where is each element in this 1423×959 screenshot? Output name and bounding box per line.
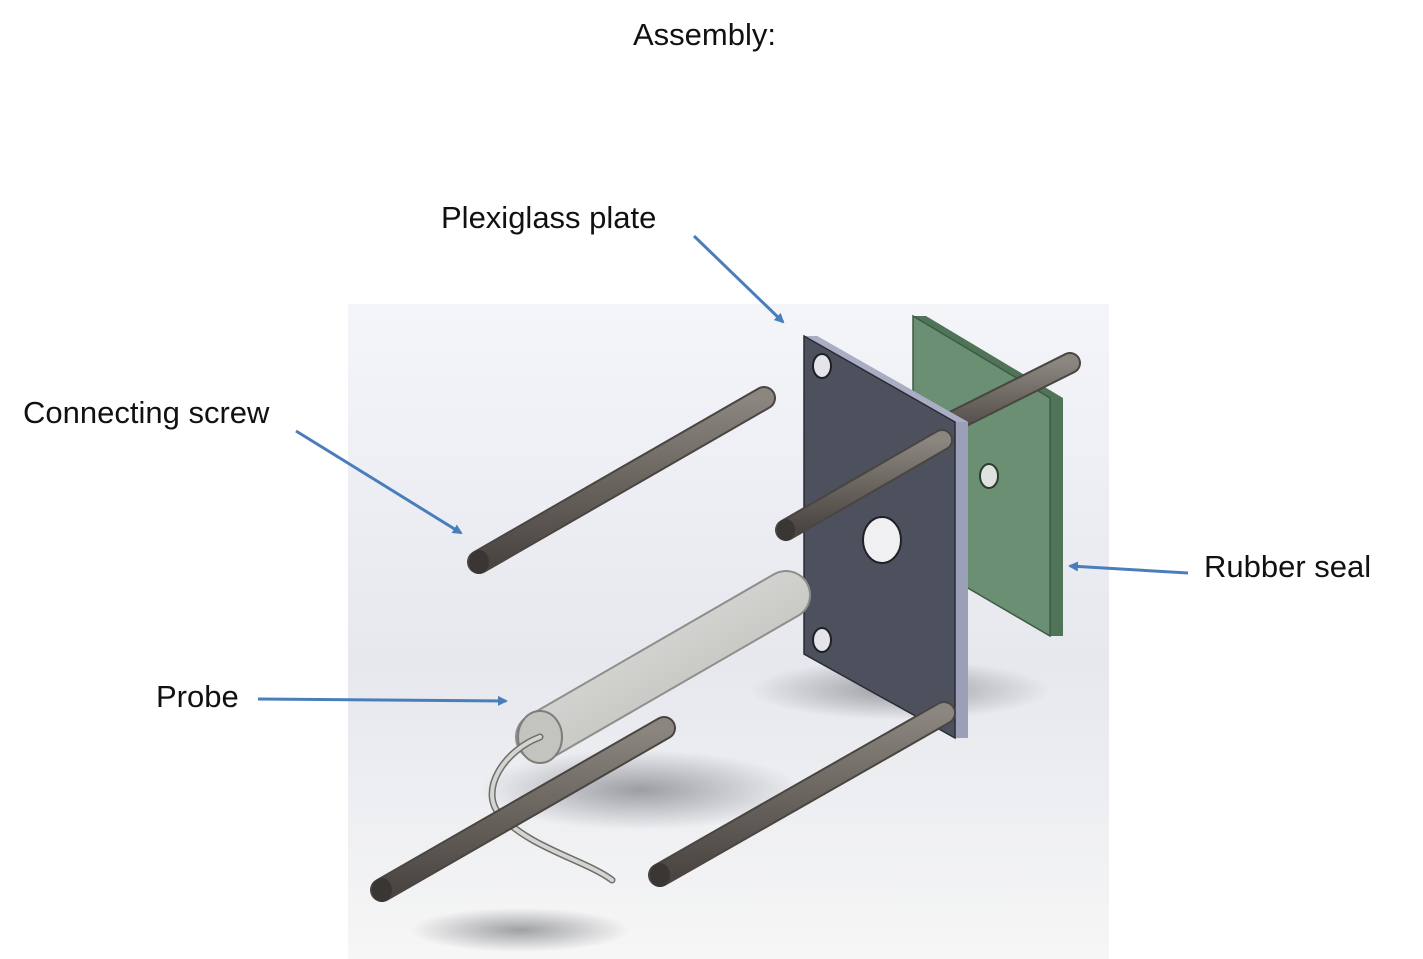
arrow-probe [258,699,506,701]
label-connecting-screw: Connecting screw [23,395,270,430]
plate-hole-top [813,354,831,378]
seal-hole [980,464,998,488]
plate-hole-bottom [813,628,831,652]
label-rubber-seal: Rubber seal [1204,549,1372,584]
label-probe: Probe [156,679,239,714]
plate-probe-hole [863,517,901,563]
diagram-title: Assembly: [633,17,776,52]
label-plexiglass-plate: Plexiglass plate [441,200,657,235]
rod-shadow [410,908,630,952]
